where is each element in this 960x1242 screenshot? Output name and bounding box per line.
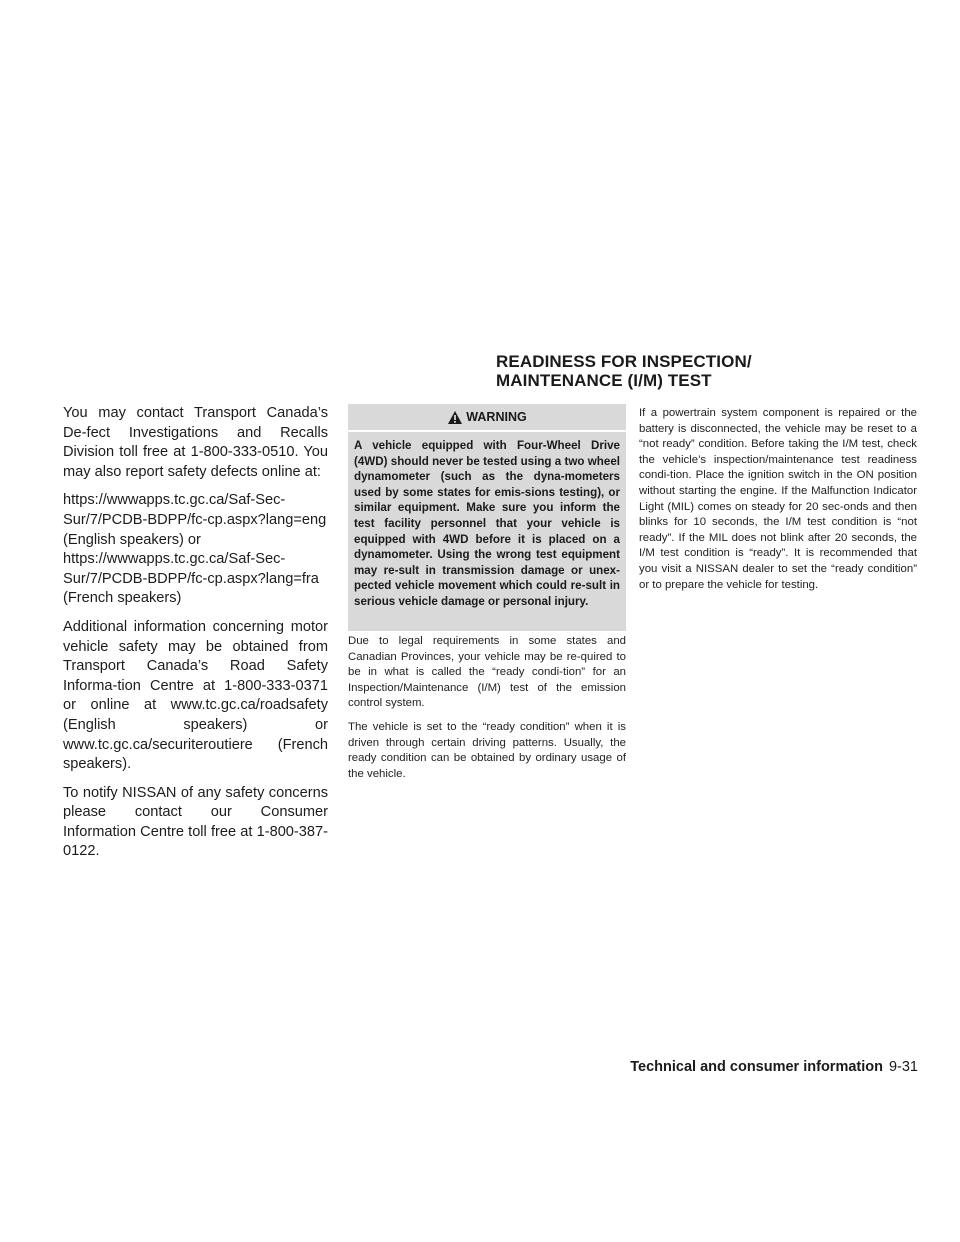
column-2	[348, 634, 626, 790]
warning-box	[348, 404, 626, 631]
chapter-title: Technical and consumer information	[630, 1059, 883, 1075]
report-urls-paragraph: https://wwwapps.tc.gc.ca/Saf-Sec-Sur/7/PCDB-BDPP/fc-cp.aspx?lang=eng (English speakers) or https://wwwapps.tc.gc.ca/Saf-Sec-Sur/7/PCDB-BDPP/fc-cp.aspx?lang=fra (French speakers)	[63, 492, 327, 607]
warning-triangle-icon	[447, 410, 463, 425]
page-number: 9-31	[888, 1059, 918, 1075]
warning-text: A vehicle equipped with Four-Wheel Drive (4WD) should never be tested using a two wheel dynamometer (such as the dyna-mometers used by some states for emis-sions testing), or similar equipment. Make sure you inform the test facility personnel that your vehicle is equipped with 4WD before it is placed on a dynamometer. Using the wrong test equipment may re-sult in transmission damage or unex-pected vehicle movement which could re-sult in serious vehicle damage or personal injury.	[354, 439, 620, 608]
legal-requirements-paragraph: Due to legal requirements in some states and Canadian Provinces, your vehicle may be re-quired to be in what is called the “ready condi-tion” for an Inspection/Maintenance (I/M) test of the emission control system.	[348, 635, 626, 710]
powertrain-paragraph: If a powertrain system component is repaired or the battery is disconnected, the vehicle may be reset to a “not ready” condition. Before taking the I/M test, check the vehicle’s inspection/maintenance test readiness condi-tion. Place the ignition switch in the ON position without starting the engine. If the Malfunction Indicator Light (MIL) comes on steady for 20 sec-onds and then blinks for 10 seconds, the I/M test condition is “not ready”. If the MIL does not blink after 20 seconds, the I/M test condition is “ready”. It is recommended that you visit a NISSAN dealer to set the “ready condition” or to prepare the vehicle for testing.	[639, 407, 917, 591]
section-title-line-2: MAINTENANCE (I/M) TEST	[496, 371, 712, 390]
warning-title: WARNING	[466, 410, 527, 424]
column-3	[639, 406, 917, 593]
column-1	[63, 404, 328, 871]
section-title-line-1: READINESS FOR INSPECTION/	[496, 352, 752, 371]
notify-nissan-paragraph: To notify NISSAN of any safety concerns please contact our Consumer Information Centre toll free at 1-800-387-0122.	[63, 784, 328, 860]
road-safety-paragraph: Additional information concerning motor vehicle safety may be obtained from Transport Canada’s Road Safety Informa-tion Centre at 1-800-333-0371 or online at www.tc.gc.ca/roadsafety (English speakers) or www.tc.gc.ca/securiteroutiere (French speakers).	[63, 618, 328, 773]
contact-paragraph: You may contact Transport Canada’s De-fect Investigations and Recalls Division toll free at 1-800-333-0510. You may also report safety defects online at:	[63, 405, 328, 480]
ready-condition-paragraph: The vehicle is set to the “ready condition” when it is driven through certain driving patterns. Usually, the ready condition can be obtained by ordinary usage of the vehicle.	[348, 720, 626, 780]
section-title	[496, 352, 916, 390]
warning-header	[348, 404, 626, 432]
page-footer	[620, 1059, 918, 1075]
